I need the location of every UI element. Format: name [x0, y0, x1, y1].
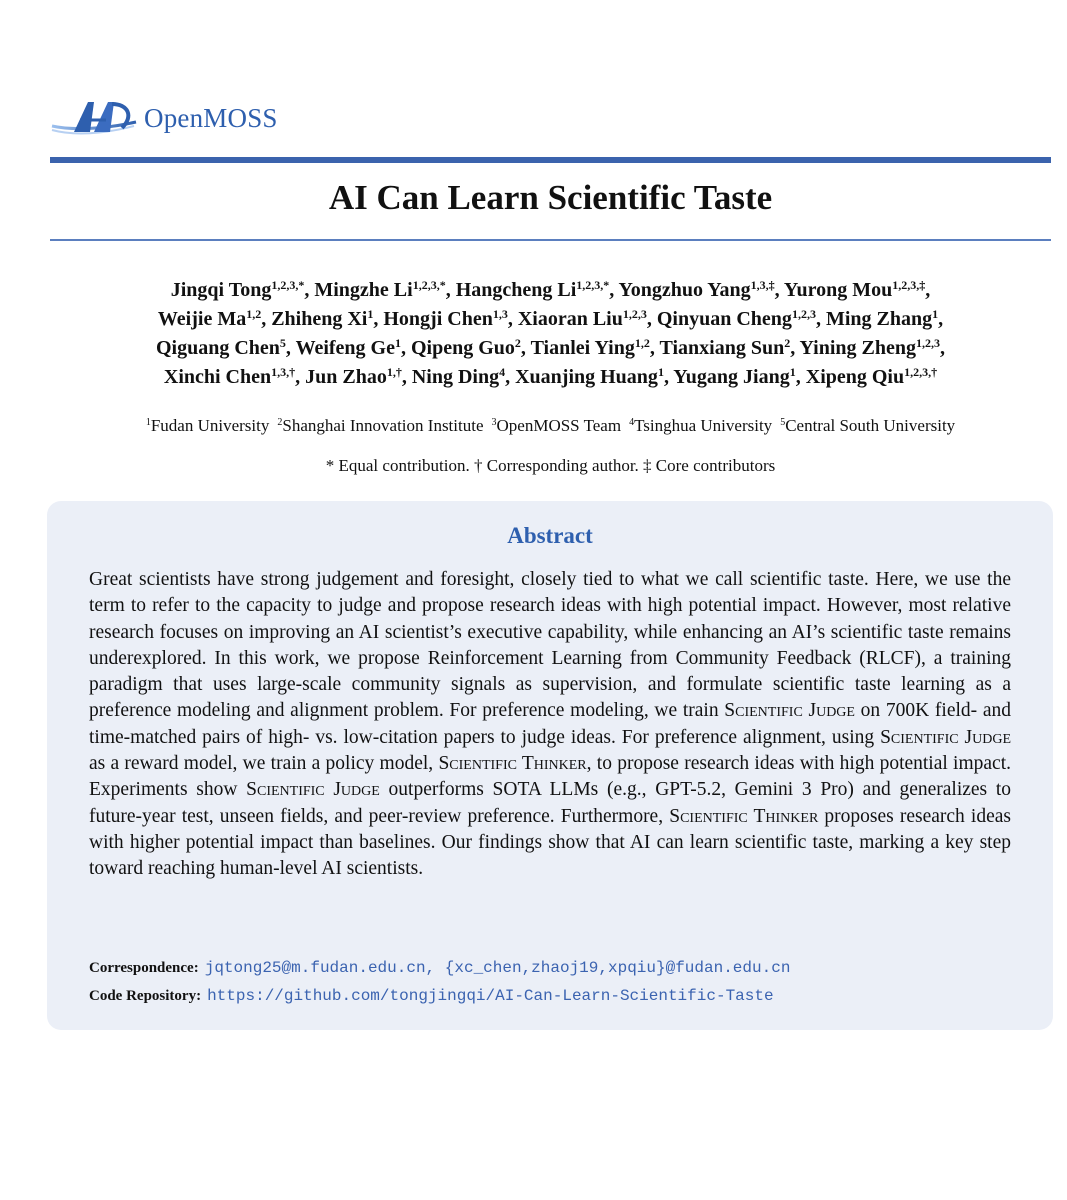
author	[660, 337, 796, 359]
author-affiliation-marks: 1,2,3	[791, 307, 816, 321]
author	[314, 279, 450, 301]
author	[806, 366, 937, 388]
author-affiliation-marks: 1,2	[246, 307, 262, 321]
affiliation-number: 1	[145, 417, 151, 428]
affiliation-name: Fudan University	[150, 416, 270, 435]
author	[657, 308, 821, 330]
method-name: Scientific Judge	[724, 700, 855, 722]
author-name: Weifeng Ge	[295, 337, 395, 359]
author-separator: ,	[373, 308, 379, 330]
title-bottom-rule	[50, 239, 1051, 241]
method-name: Scientific Thinker	[669, 805, 819, 827]
author-name: Mingzhe Li	[314, 279, 413, 301]
author	[619, 279, 780, 301]
author-affiliation-marks: 1,2,3,‡	[892, 278, 926, 292]
author	[383, 308, 512, 330]
author-separator: ,	[646, 308, 652, 330]
author	[456, 279, 615, 301]
author-separator: ,	[938, 308, 944, 330]
author-affiliation-marks: 1,†	[386, 365, 402, 379]
author-name: Weijie Ma	[157, 308, 247, 330]
correspondence-label: Correspondence:	[89, 960, 199, 976]
author-separator: ,	[774, 279, 780, 301]
author-affiliation-marks: 1	[657, 365, 664, 379]
author-separator: ,	[285, 337, 291, 359]
affiliation	[629, 416, 772, 435]
affiliation	[492, 416, 622, 435]
affiliation-name: Tsinghua University	[634, 416, 773, 435]
code-repository-label: Code Repository:	[89, 988, 202, 1004]
author-name: Ming Zhang	[825, 308, 933, 330]
author	[271, 308, 378, 330]
abstract-segment: Great scientists have strong judgement and foresight, closely tied to what we call scientific taste. Here, we use the term to refer to the capacity to judge and propose research ideas with high potential impact. However, most relative research focuses on improving an AI scientist’s executive capability, while enhancing an AI’s scientific taste remains underexplored. In this work, we propose Reinforcement Learning from Community Feedback (RLCF), a training paradigm that uses large-scale community signals as supervision, and formulate scientific taste learning as a preference modeling and alignment problem. For preference modeling, we train	[89, 569, 1011, 722]
author	[164, 366, 300, 388]
author-affiliation-marks: 1,2,3,*	[271, 278, 305, 292]
abstract-text	[89, 567, 1011, 883]
author-separator: ,	[445, 279, 451, 301]
author	[515, 366, 669, 388]
logo-text: OpenMOSS	[144, 102, 278, 133]
author-separator: ,	[401, 366, 407, 388]
author-affiliation-marks: 1	[789, 365, 796, 379]
author-separator: ,	[505, 366, 511, 388]
author-name: Xipeng Qiu	[805, 366, 905, 388]
method-name: Scientific Judge	[880, 726, 1011, 748]
abstract-box	[47, 501, 1053, 1030]
author-name: Hongji Chen	[383, 308, 493, 330]
author	[411, 337, 526, 359]
author-affiliation-marks: 1,2,3,*	[412, 278, 446, 292]
affiliation-name: Central South University	[785, 416, 956, 435]
author-name: Yining Zheng	[799, 337, 917, 359]
affiliation-number: 2	[277, 417, 283, 428]
correspondence-row	[89, 959, 790, 977]
author-name: Tianlei Ying	[530, 337, 635, 359]
abstract-heading: Abstract	[507, 523, 593, 548]
affiliation-number: 5	[780, 417, 786, 428]
author-line	[50, 276, 1051, 305]
author-separator: ,	[261, 308, 267, 330]
author-affiliation-marks: 2	[784, 336, 791, 350]
abstract-segment: , to propose research ideas with high potential impact. Experiments show	[89, 753, 1011, 801]
author-list	[50, 276, 1051, 392]
author	[158, 308, 266, 330]
author-affiliation-marks: 1,2,3	[622, 307, 647, 321]
author	[518, 308, 652, 330]
author	[156, 337, 291, 359]
author-name: Yurong Mou	[783, 279, 893, 301]
author	[171, 279, 310, 301]
openmoss-logo-icon	[50, 96, 138, 140]
author-affiliation-marks: 1,3	[492, 307, 508, 321]
author-name: Jun Zhao	[305, 366, 387, 388]
author-separator: ,	[295, 366, 301, 388]
author-name: Zhiheng Xi	[271, 308, 368, 330]
author	[531, 337, 655, 359]
author-separator: ,	[609, 279, 615, 301]
author-separator: ,	[520, 337, 526, 359]
author-affiliation-marks: 1	[367, 307, 374, 321]
abstract-segment: on 700K field- and time-matched pairs of high- vs. low-citation papers to judge ideas. For preference alignment, using	[89, 700, 1011, 748]
code-repository-link[interactable]: https://github.com/tongjingqi/AI-Can-Learn-Scientific-Taste	[207, 987, 774, 1005]
affiliation-number: 4	[629, 417, 635, 428]
code-repository-row	[89, 987, 774, 1005]
openmoss-logo	[50, 96, 278, 140]
author-name: Qipeng Guo	[411, 337, 515, 359]
author-name: Tianxiang Sun	[659, 337, 785, 359]
affiliation	[780, 416, 955, 435]
author-affiliation-marks: 4	[499, 365, 506, 379]
author-separator: ,	[507, 308, 513, 330]
author	[784, 279, 930, 301]
author-line	[50, 363, 1051, 392]
affiliation	[146, 416, 270, 435]
author-separator: ,	[795, 366, 801, 388]
affiliation-name: Shanghai Innovation Institute	[282, 416, 484, 435]
author-line	[50, 334, 1051, 363]
author-name: Qinyuan Cheng	[656, 308, 792, 330]
author-affiliation-marks: 1,2,3,*	[576, 278, 610, 292]
method-name: Scientific Thinker	[438, 753, 587, 775]
author-separator: ,	[304, 279, 310, 301]
paper-title: AI Can Learn Scientific Taste	[328, 178, 773, 217]
abstract-segment: proposes research ideas with higher potential impact than baselines. Our findings show that AI can learn scientific taste, marking a key step toward reaching human-level AI scientists.	[89, 805, 1011, 880]
author-separator: ,	[815, 308, 821, 330]
author-name: Jingqi Tong	[170, 279, 272, 301]
author-affiliation-marks: 1,2,3	[916, 336, 941, 350]
author	[673, 366, 801, 388]
author-affiliation-marks: 1	[932, 307, 939, 321]
correspondence-emails[interactable]: jqtong25@m.fudan.edu.cn, {xc_chen,zhaoj19,xpqiu}@fudan.edu.cn	[204, 959, 791, 977]
author-separator: ,	[649, 337, 655, 359]
author-separator: ,	[401, 337, 406, 359]
author-separator: ,	[925, 279, 931, 301]
author-name: Xiaoran Liu	[517, 308, 623, 330]
author-line	[50, 305, 1051, 334]
author	[826, 308, 943, 330]
author	[412, 366, 510, 388]
author-affiliation-marks: 1,2	[634, 336, 650, 350]
affiliation-name: OpenMOSS Team	[496, 416, 622, 435]
title-top-rule	[50, 157, 1051, 163]
author-name: Ning Ding	[411, 366, 500, 388]
author-name: Xinchi Chen	[163, 366, 272, 388]
contribution-notes: * Equal contribution. † Corresponding author. ‡ Core contributors	[325, 456, 776, 475]
abstract-segment: as a reward model, we train a policy model,	[89, 753, 439, 775]
author-name: Yongzhuo Yang	[618, 279, 751, 301]
author-affiliation-marks: 1,2,3,†	[904, 365, 938, 379]
method-name: Scientific Judge	[246, 779, 380, 801]
affiliation-list	[50, 414, 1051, 438]
author-affiliation-marks: 2	[514, 336, 521, 350]
author-separator: ,	[940, 337, 946, 359]
author-affiliation-marks: 1	[395, 336, 401, 350]
author	[296, 337, 406, 359]
author-name: Xuanjing Huang	[515, 366, 658, 388]
author	[305, 366, 407, 388]
author-affiliation-marks: 1,3,†	[271, 365, 296, 379]
author-separator: ,	[790, 337, 796, 359]
author-name: Hangcheng Li	[455, 279, 577, 301]
author-name: Qiguang Chen	[155, 337, 280, 359]
author-affiliation-marks: 1,3,‡	[750, 278, 775, 292]
author	[799, 337, 945, 359]
author-separator: ,	[663, 366, 669, 388]
affiliation-number: 3	[491, 417, 497, 428]
affiliation	[277, 416, 483, 435]
abstract-segment: outperforms SOTA LLMs (e.g., GPT-5.2, Gemini 3 Pro) and generalizes to future-year test, unseen fields, and peer-review preference. Furthermore,	[89, 779, 1012, 827]
author-name: Yugang Jiang	[673, 366, 790, 388]
author-affiliation-marks: 5	[279, 336, 286, 350]
